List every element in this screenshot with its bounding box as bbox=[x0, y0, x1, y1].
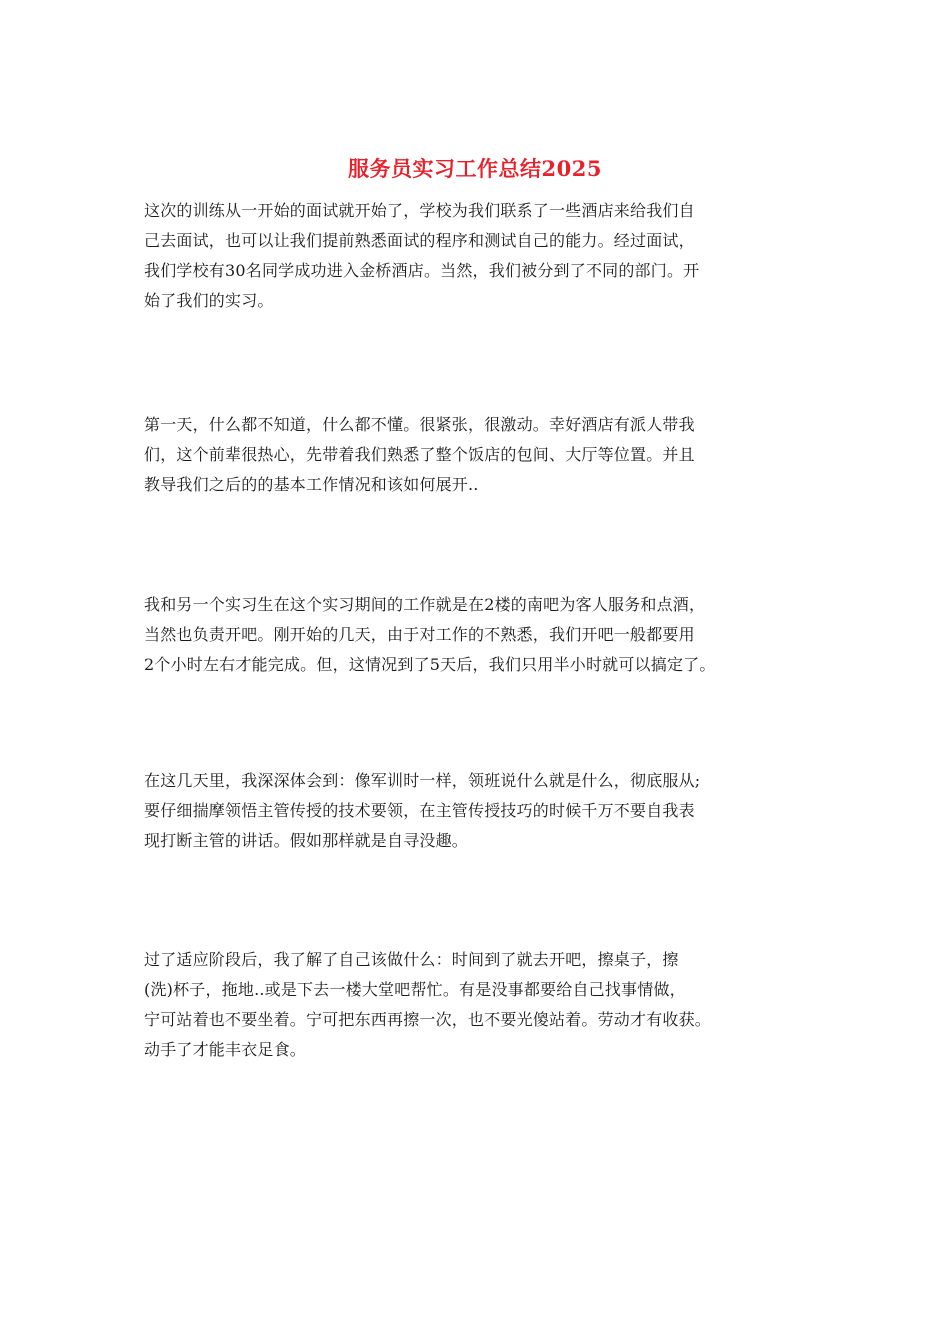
paragraph-line: 我和另一个实习生在这个实习期间的工作就是在2楼的南吧为客人服务和点酒， bbox=[144, 595, 706, 614]
paragraph-line: 己去面试，也可以让我们提前熟悉面试的程序和测试自己的能力。经过面试， bbox=[144, 231, 695, 250]
paragraph-5 bbox=[144, 945, 824, 1065]
paragraph-line: 2个小时左右才能完成。但，这情况到了5天后，我们只用半小时就可以搞定了。 bbox=[144, 655, 716, 674]
paragraph-line: (洗)杯子，拖地..或是下去一楼大堂吧帮忙。有是没事都要给自己找事情做， bbox=[144, 980, 686, 999]
paragraph-1 bbox=[144, 196, 824, 316]
paragraph-line: 在这几天里，我深深体会到：像军训时一样，领班说什么就是什么，彻底服从; bbox=[144, 771, 701, 790]
paragraph-line: 们，这个前辈很热心，先带着我们熟悉了整个饭店的包间、大厅等位置。并且 bbox=[144, 445, 695, 464]
paragraph-line: 当然也负责开吧。刚开始的几天，由于对工作的不熟悉，我们开吧一般都要用 bbox=[144, 625, 695, 644]
paragraph-line: 现打断主管的讲话。假如那样就是自寻没趣。 bbox=[144, 831, 469, 850]
paragraph-line: 始了我们的实习。 bbox=[144, 291, 274, 310]
paragraph-2 bbox=[144, 410, 824, 500]
paragraph-line: 宁可站着也不要坐着。宁可把东西再擦一次，也不要光傻站着。劳动才有收获。 bbox=[144, 1010, 712, 1029]
paragraph-line: 过了适应阶段后，我了解了自己该做什么：时间到了就去开吧，擦桌子，擦 bbox=[144, 950, 679, 969]
paragraph-4 bbox=[144, 766, 824, 856]
paragraph-3 bbox=[144, 590, 824, 680]
paragraph-line: 第一天，什么都不知道，什么都不懂。很紧张，很激动。幸好酒店有派人带我 bbox=[144, 415, 695, 434]
paragraph-line: 教导我们之后的的基本工作情况和该如何展开.. bbox=[144, 475, 479, 494]
paragraph-line: 我们学校有30名同学成功进入金桥酒店。当然，我们被分到了不同的部门。开 bbox=[144, 261, 700, 280]
paragraph-line: 动手了才能丰衣足食。 bbox=[144, 1040, 307, 1059]
paragraph-line: 要仔细揣摩领悟主管传授的技术要领，在主管传授技巧的时候千万不要自我表 bbox=[144, 801, 695, 820]
document-title: 服务员实习工作总结2025 bbox=[348, 156, 602, 181]
paragraph-line: 这次的训练从一开始的面试就开始了，学校为我们联系了一些酒店来给我们自 bbox=[144, 201, 695, 220]
